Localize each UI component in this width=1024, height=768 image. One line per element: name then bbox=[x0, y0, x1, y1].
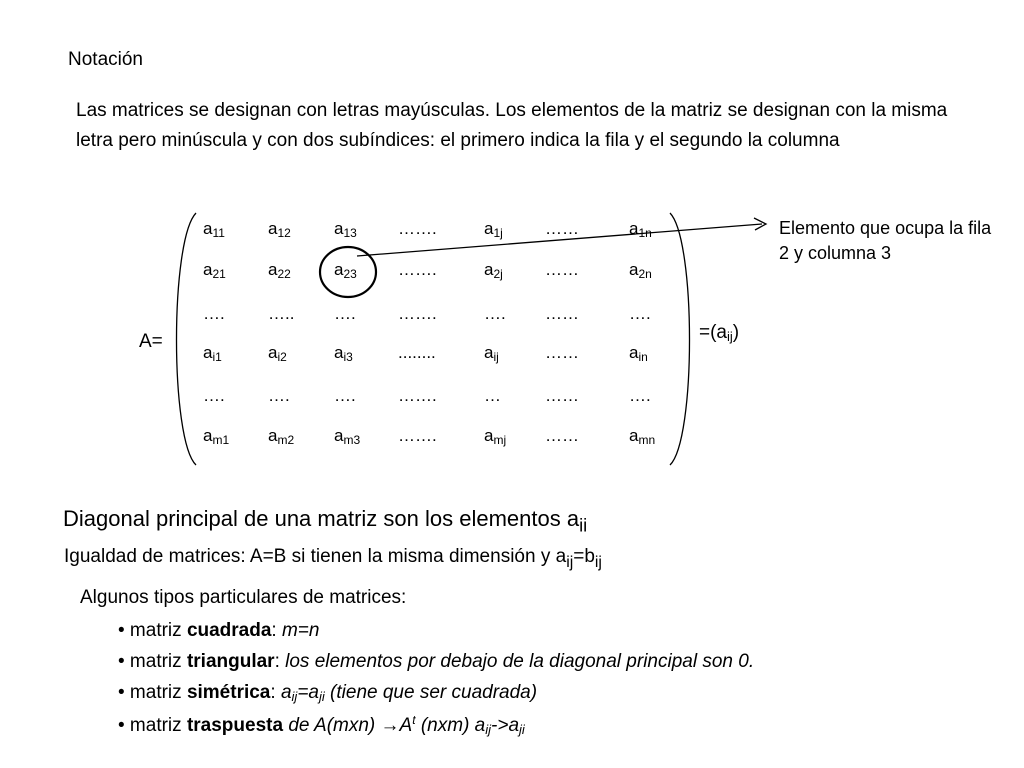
matrix-cell: $a_{ij}$ bbox=[484, 343, 499, 364]
bullet-symmetric-matrix: • matriz simétrica: $a_{ij}=a_{ji}$ (tiene que ser cuadrada) bbox=[118, 682, 538, 704]
matrix-cell: $a_{m3}$ bbox=[334, 426, 361, 447]
matrix-cell: …. bbox=[629, 386, 651, 405]
matrix-cell: $a_{21}$ bbox=[203, 260, 226, 281]
matrix-cell: $a_{m2}$ bbox=[268, 426, 295, 447]
types-heading: Algunos tipos particulares de matrices: bbox=[80, 587, 407, 608]
matrix-cell: $a_{22}$ bbox=[268, 260, 291, 281]
matrix-cell: ……. bbox=[398, 260, 437, 279]
element-annotation: Elemento que ocupa la fila 2 y columna 3 bbox=[779, 218, 992, 263]
matrix-cell: $a_{i2}$ bbox=[268, 343, 287, 364]
matrix-cell: $a_{12}$ bbox=[268, 219, 291, 240]
matrix-cell: $a_{2j}$ bbox=[484, 260, 503, 281]
matrix-cell: …. bbox=[334, 304, 356, 323]
slide-title: Notación bbox=[68, 49, 143, 70]
matrix-cell: … bbox=[484, 386, 501, 405]
matrix-cell: …… bbox=[545, 260, 579, 279]
equality-definition: Igualdad de matrices: A=B si tienen la misma dimensión y $a_{ij}=b_{ij}$ bbox=[64, 546, 602, 571]
matrix-cell: ........ bbox=[398, 343, 436, 362]
matrix-cell: …… bbox=[545, 343, 579, 362]
right-bracket bbox=[670, 213, 690, 465]
matrix-cell: $a_{23}$ bbox=[334, 260, 357, 281]
matrix-cell: $a_{m1}$ bbox=[203, 426, 230, 447]
matrix-rhs: $=(a_{ij})$ bbox=[699, 322, 740, 344]
matrix-cell: $a_{1n}$ bbox=[629, 219, 652, 240]
matrix-cell: …. bbox=[334, 386, 356, 405]
diagonal-definition: Diagonal principal de una matriz son los elementos $a_{ii}$ bbox=[63, 506, 588, 536]
matrix-cell: …. bbox=[203, 386, 225, 405]
matrix-cell: …. bbox=[484, 304, 506, 323]
matrix-cell: …… bbox=[545, 219, 579, 238]
matrix-cell: $a_{i1}$ bbox=[203, 343, 222, 364]
matrix-lhs: A= bbox=[139, 331, 163, 352]
matrix-cell: $a_{i3}$ bbox=[334, 343, 353, 364]
intro-paragraph: Las matrices se designan con letras mayúsculas. Los elementos de la matriz se designan con la misma letra pero minúscula y con dos subíndices: el primero indica la fila y el segundo la columna bbox=[76, 100, 948, 151]
matrix-cell: $a_{in}$ bbox=[629, 343, 648, 364]
matrix-cell: …… bbox=[545, 426, 579, 445]
bullet-square-matrix: • matriz cuadrada: m=n bbox=[118, 620, 320, 641]
matrix-cell: $a_{13}$ bbox=[334, 219, 357, 240]
bullet-transpose-matrix: • matriz traspuesta de $A(mxn) \to A^t$ (nxm) $a_{ij}->a_{ji}$ bbox=[118, 713, 525, 737]
matrix-cell: …. bbox=[203, 304, 225, 323]
matrix-cell: ……. bbox=[398, 426, 437, 445]
matrix-cell: ……. bbox=[398, 386, 437, 405]
matrix-cell: …… bbox=[545, 386, 579, 405]
bullet-triangular-matrix: • matriz triangular: los elementos por debajo de la diagonal principal son 0. bbox=[118, 651, 755, 672]
matrix-cell: ……. bbox=[398, 219, 437, 238]
left-bracket bbox=[177, 213, 197, 465]
matrix-cell: ……. bbox=[398, 304, 437, 323]
matrix-cell: $a_{1j}$ bbox=[484, 219, 503, 240]
matrix-cell: $a_{11}$ bbox=[203, 219, 225, 240]
matrix-cell: ….. bbox=[268, 304, 295, 323]
matrix-cell: …. bbox=[268, 386, 290, 405]
matrix-cell: …. bbox=[629, 304, 651, 323]
matrix-cell: $a_{2n}$ bbox=[629, 260, 652, 281]
arrow-right-icon: → bbox=[380, 715, 400, 736]
matrix-cell: $a_{mn}$ bbox=[629, 426, 656, 447]
matrix-cell: $a_{mj}$ bbox=[484, 426, 507, 447]
matrix-cell: …… bbox=[545, 304, 579, 323]
